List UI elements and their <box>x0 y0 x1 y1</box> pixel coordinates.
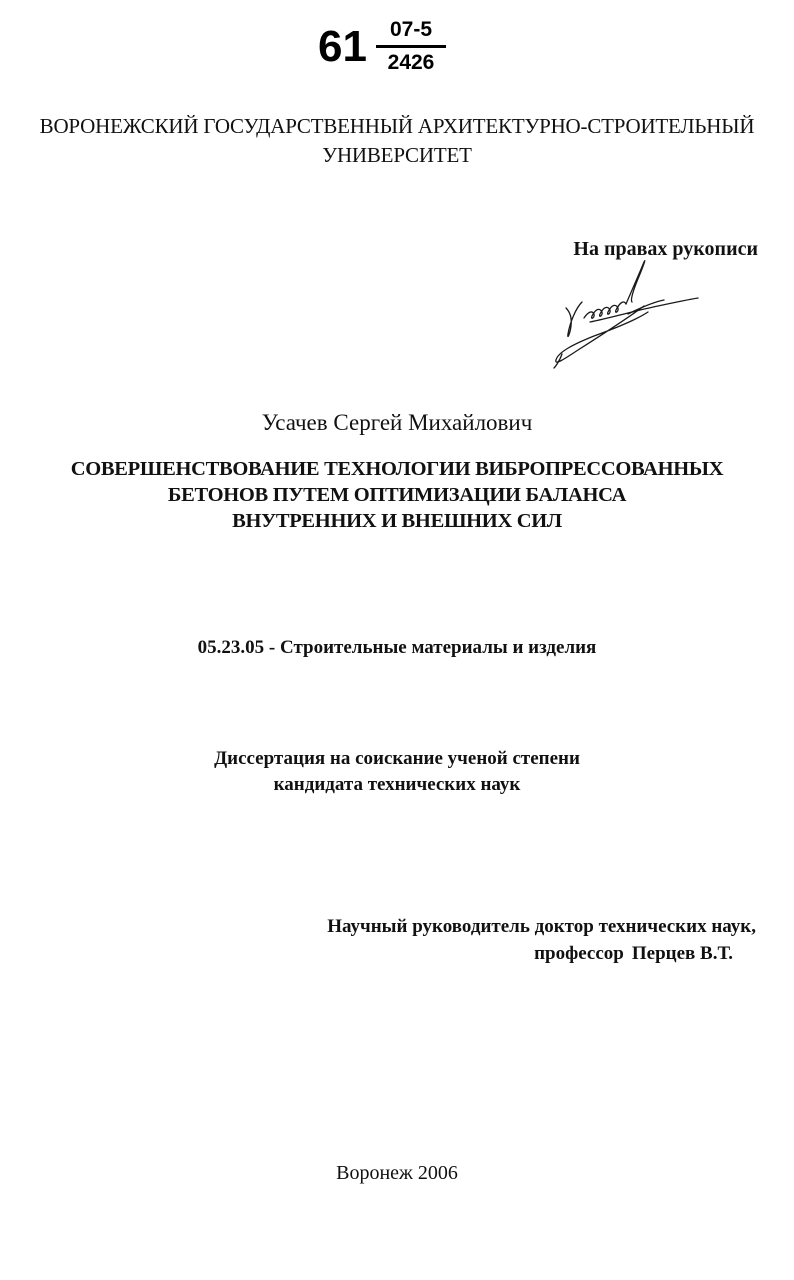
catalog-denominator: 2426 <box>387 51 435 74</box>
fraction-bar <box>376 45 446 48</box>
catalog-fraction <box>376 18 446 75</box>
university-line-2: УНИВЕРСИТЕТ <box>322 143 472 167</box>
title-line-2: БЕТОНОВ ПУТЕМ ОПТИМИЗАЦИИ БАЛАНСА <box>167 484 627 506</box>
university-name <box>0 112 794 170</box>
title-line-1: СОВЕРШЕНСТВОВАНИЕ ТЕХНОЛОГИИ ВИБРОПРЕССОВАННЫХ <box>70 458 724 480</box>
city-and-year: Воронеж 2006 <box>336 1162 458 1184</box>
degree-line-1: Диссертация на соискание ученой степени <box>214 748 580 769</box>
catalog-numerator: 07-5 <box>389 18 433 41</box>
advisor-name: Перцев В.Т. <box>631 943 733 964</box>
degree-statement <box>0 746 794 798</box>
author-name: Усачев Сергей Михайлович <box>261 410 533 435</box>
advisor-title: профессор <box>534 943 624 964</box>
advisor-line-2 <box>534 943 733 965</box>
manuscript-rights: На правах рукописи <box>573 238 758 260</box>
handwritten-signature <box>540 256 710 372</box>
catalog-main-number: 61 <box>318 22 367 71</box>
catalog-stamp <box>318 14 458 78</box>
dissertation-title <box>0 456 794 534</box>
specialty-code: 05.23.05 - Строительные материалы и изделия <box>197 637 597 658</box>
title-line-3: ВНУТРЕННИХ И ВНЕШНИХ СИЛ <box>232 510 562 532</box>
advisor-line-1: Научный руководитель доктор технических наук, <box>327 916 756 937</box>
university-line-1: ВОРОНЕЖСКИЙ ГОСУДАРСТВЕННЫЙ АРХИТЕКТУРНО-СТРОИТЕЛЬНЫЙ <box>39 114 755 138</box>
degree-line-2: кандидата технических наук <box>273 774 521 795</box>
